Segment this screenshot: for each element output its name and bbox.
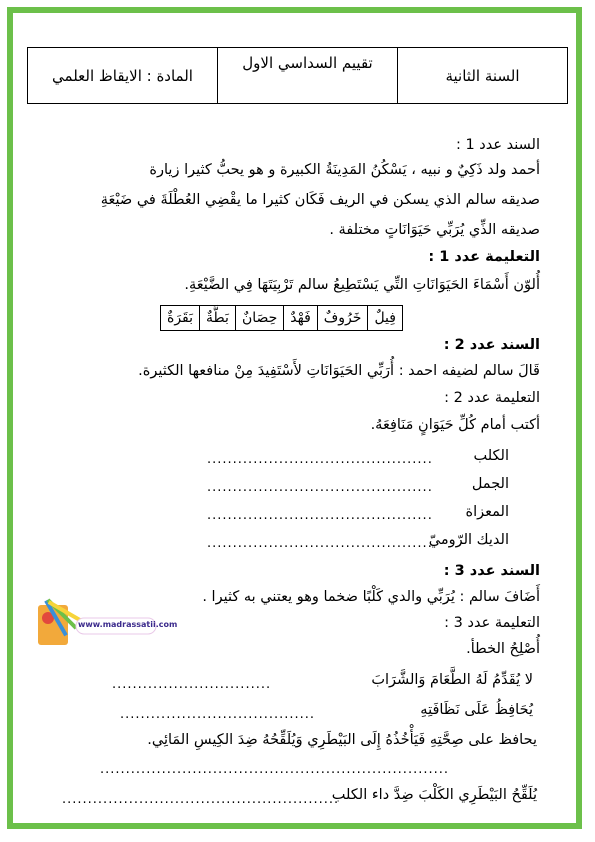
task3-sentence-3: يحافظ على صِحَّتِهِ فَيَأْخُذُهُ إِلَى البَيْطَرِي وَيُلَقِّحُهُ ضِدَ الكِيسِ المَائِي.	[147, 732, 537, 748]
task2-item-1: الكلب	[473, 448, 509, 464]
task2-title: التعليمة عدد 2 :	[444, 390, 540, 406]
task2-item-2: الجمل	[471, 476, 509, 492]
word-cell[interactable]: فَهْدٌ	[283, 306, 317, 330]
subject-cell: المادة : الايقاظ العلمي	[52, 66, 193, 85]
answer-blank[interactable]: ....................................................................	[100, 762, 449, 777]
answer-blank[interactable]: ............................................	[207, 480, 433, 495]
sanad1-title: السند عدد 1 :	[455, 137, 540, 153]
sanad2-title: السند عدد 2 :	[443, 337, 540, 353]
animal-words-table	[160, 305, 403, 331]
word-cell[interactable]: بَطَّةٌ	[199, 306, 235, 330]
header-table	[27, 47, 568, 104]
sanad3-title: السند عدد 3 :	[443, 563, 540, 579]
word-cell[interactable]: خَرُوفٌ	[317, 306, 368, 330]
answer-blank[interactable]: ............................................	[207, 536, 433, 551]
answer-blank[interactable]: ...............................	[112, 677, 272, 692]
word-cell[interactable]: فِيلٌ	[367, 306, 402, 330]
task3-title: التعليمة عدد 3 :	[444, 615, 540, 631]
sanad1-line-1: أحمد ولد ذَكِيٌ و نبيه ، يَسْكُنُ المَدِينَةُ الكبيرة و هو يحبُّ كثيرا زيارة	[149, 162, 540, 178]
sanad3-text: أَضَافَ سالم : يُرَبِّي والدي كَلْبًا ضخما وهو يعتني به كثيرا .	[202, 589, 540, 605]
task3-instruction: أُصْلِحُ الخطأ.	[466, 641, 540, 657]
answer-blank[interactable]: ......................................	[120, 707, 316, 722]
answer-blank[interactable]: ............................................	[207, 452, 433, 467]
answer-blank[interactable]: ......................................................	[62, 792, 340, 807]
task2-instruction: أكتب أمام كُلِّ حَيَوَانٍ مَنَافِعَهُ.	[370, 417, 540, 433]
sanad2-text: قَالَ سالم لضيفه احمد : أُرَبِّي الحَيَوَانَاتِ لأَسْتَفِيدَ مِنْ منافعها الكثيرة.	[138, 363, 540, 379]
answer-blank[interactable]: ............................................	[207, 508, 433, 523]
word-cell[interactable]: حِصَانٌ	[235, 306, 283, 330]
task1-instruction: أُلوّن أَسْمَاءَ الحَيَوَانَاتِ التِّي يَسْتَطِيعُ سالم تَرْبِيَتَهَا فِي الضَّيْعَةِ.	[184, 277, 540, 293]
task2-item-3: المعزاة	[465, 504, 509, 520]
task2-item-4: الديك الرّوميّ	[428, 532, 509, 548]
logo-url: www.madrassatii.com	[78, 620, 178, 629]
word-cell[interactable]: بَقَرَةٌ	[167, 310, 194, 326]
sanad1-line-2: صديقه سالم الذي يسكن في الريف فَكَان كثيرا ما يقْضِي العُطْلَةَ في ضَيْعَةِ	[100, 192, 540, 208]
task3-sentence-2: يُحَافِظُ عَلَى نَظَافَتِهِ	[420, 702, 533, 718]
year-cell: السنة الثانية	[397, 48, 567, 103]
task3-sentence-1: لا يُقَدِّمُ لَهُ الطَّعَامَ وَالشَّرَابَ	[371, 672, 533, 688]
evaluation-cell: تقييم السداسي الاول	[217, 48, 397, 103]
task1-title: التعليمة عدد 1 :	[428, 249, 540, 265]
sanad1-line-3: صديقه الذِّي يُرَبِّي حَيَوَانَاتٍ مختلفة .	[329, 222, 540, 238]
madrassatii-logo	[30, 580, 178, 660]
task3-sentence-4: يُلَقِّحُ البَيْطَرِي الكَلْبَ ضِدَّ داء الكلب	[331, 787, 537, 803]
